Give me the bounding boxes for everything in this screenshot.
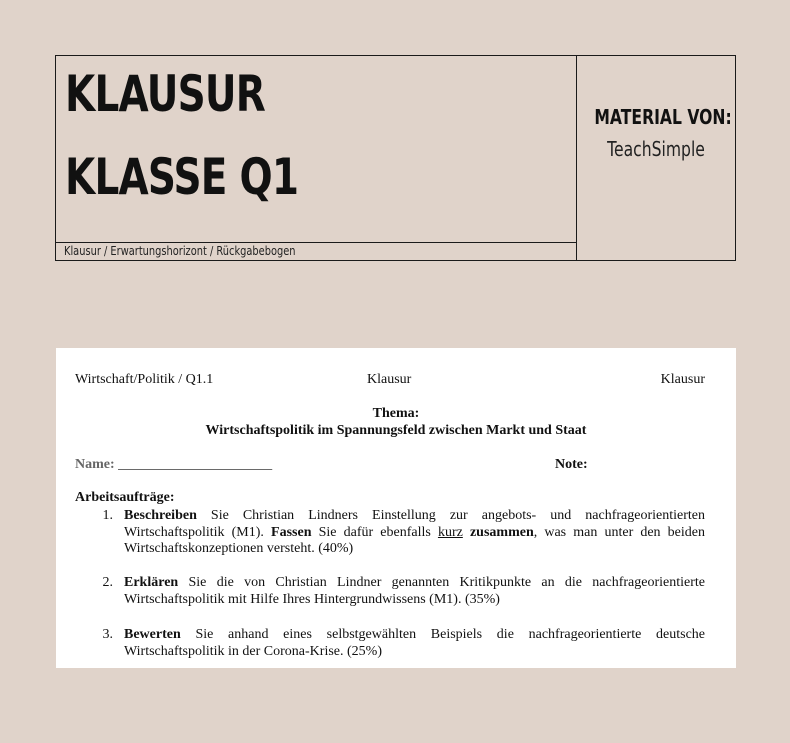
theme-block <box>56 405 736 439</box>
task-verb-2: Fassen <box>271 524 312 540</box>
task-verb: Bewerten <box>124 627 181 642</box>
list-item <box>75 508 705 558</box>
theme-label: Thema: <box>372 406 420 421</box>
grade-label: Note: <box>555 457 588 472</box>
name-field: Name: ______________________ <box>75 457 273 472</box>
document-header <box>75 372 705 390</box>
header-box <box>55 55 736 261</box>
title-line-2: KLASSE Q1 <box>65 148 299 206</box>
title-panel <box>56 56 577 242</box>
header-center-label: Klausur <box>367 372 412 387</box>
name-row <box>75 457 705 475</box>
list-item <box>75 627 705 660</box>
task-underlined: kurz <box>437 524 463 540</box>
task-verb: Erklären <box>124 575 179 590</box>
task-text-part: , was man unter den beiden Wirtschaftskonzeptionen versteht. (40%) <box>124 524 705 556</box>
task-text-part: Sie Christian Lindners Einstellung zur angebots- und nachfrageorientierten Wirtschaftspolitik (M1). <box>124 508 705 540</box>
task-text <box>124 627 705 660</box>
task-text <box>124 575 705 608</box>
task-text-part <box>463 525 470 540</box>
task-number: 2. <box>102 575 113 590</box>
material-label: MATERIAL VON: <box>594 105 732 129</box>
tasks-heading: Arbeitsaufträge: <box>75 490 175 505</box>
task-bold-word: zusammen <box>469 524 534 540</box>
task-text-part: Sie dafür ebenfalls <box>311 524 438 540</box>
header-right-label: Klausur <box>660 372 705 387</box>
title-line-1: KLAUSUR <box>65 65 266 123</box>
subject-label: Wirtschaft/Politik / Q1.1 <box>75 372 214 387</box>
task-number: 1. <box>102 508 113 523</box>
material-source: TeachSimple <box>607 137 705 161</box>
task-text <box>124 508 705 558</box>
theme-title: Wirtschaftspolitik im Spannungsfeld zwischen Markt und Staat <box>205 423 587 438</box>
task-text-part: Sie anhand eines selbstgewählten Beispiels die nachfrageorientierte deutsche Wirtschaftspolitik in der Corona-Krise. (25%) <box>124 627 705 659</box>
material-panel <box>577 56 735 260</box>
task-text-part: Sie die von Christian Lindner genannten Kritikpunkte an die nachfrageorientierte Wirtschaftspolitik mit Hilfe Ihres Hintergrundwissens (M1). (35%) <box>124 575 705 607</box>
task-verb: Beschreiben <box>124 508 197 523</box>
list-item <box>75 575 705 608</box>
subtitle: Klausur / Erwartungshorizont / Rückgabebogen <box>64 244 296 258</box>
document-preview <box>56 348 736 668</box>
task-number: 3. <box>102 627 113 642</box>
